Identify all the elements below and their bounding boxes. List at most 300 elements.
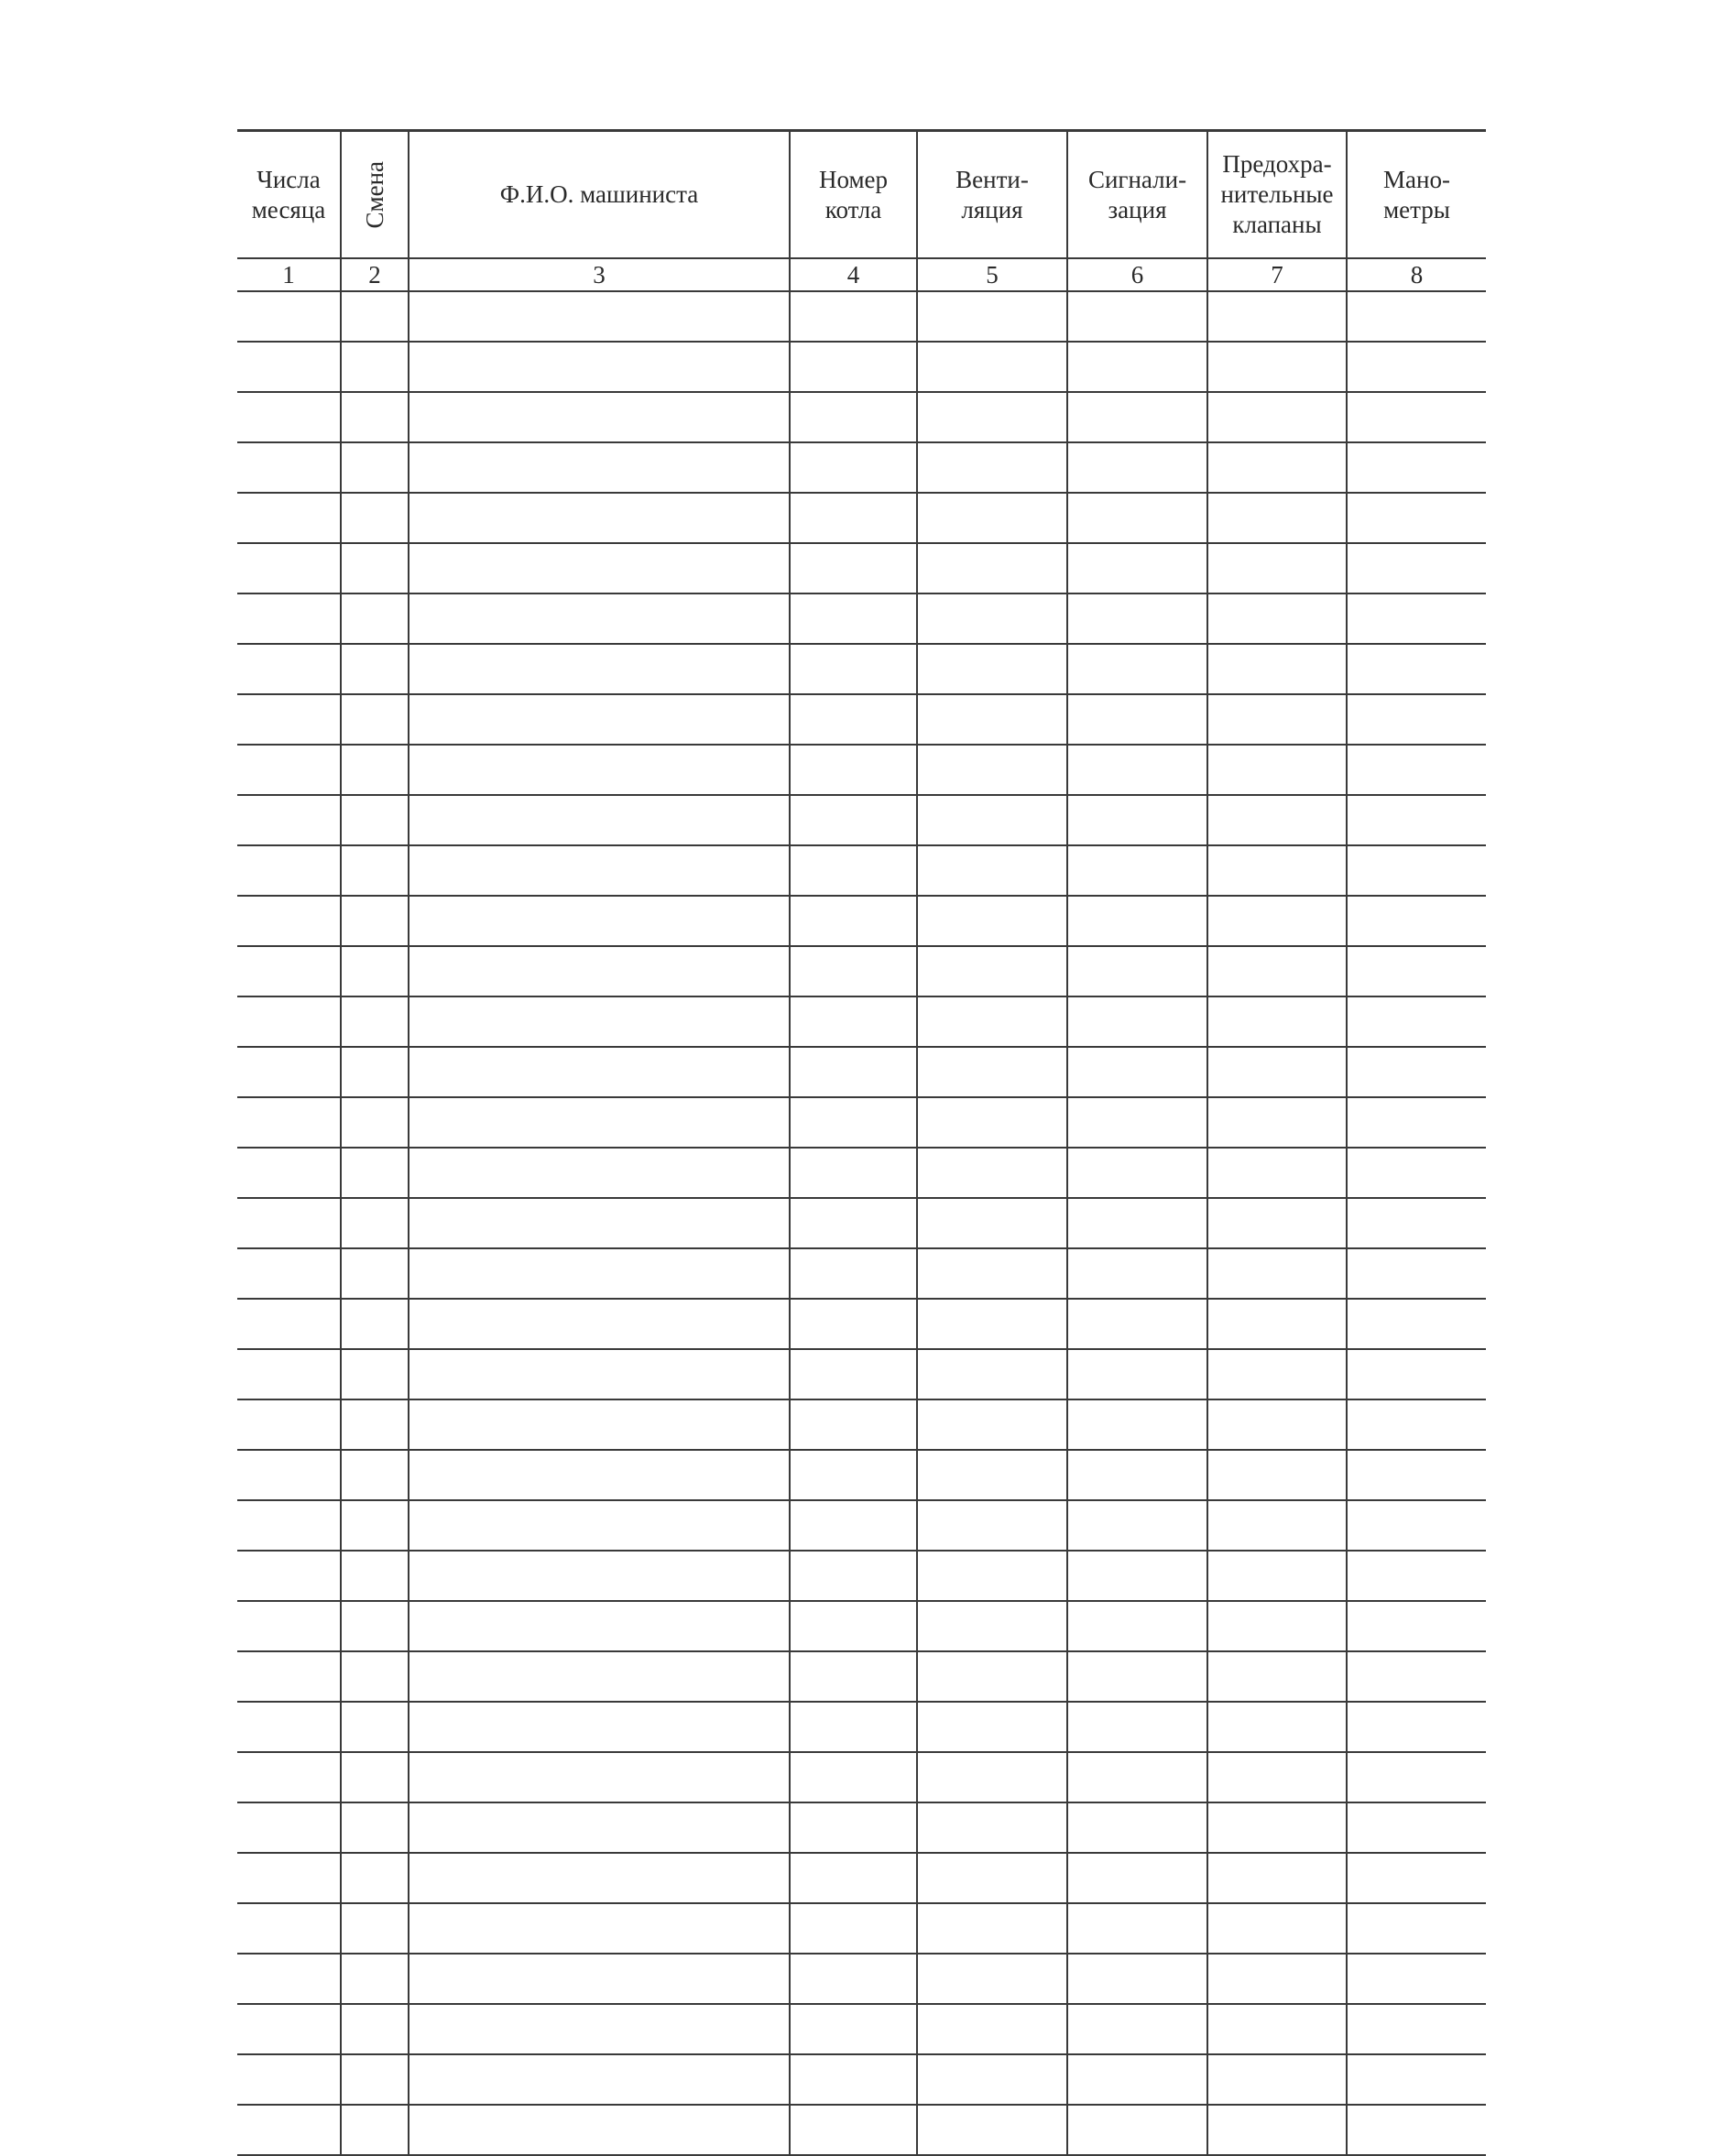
table-cell-boiler bbox=[790, 543, 917, 593]
table-row bbox=[237, 745, 1486, 795]
table-row bbox=[237, 1954, 1486, 2004]
table-row bbox=[237, 493, 1486, 543]
table-cell-signaling bbox=[1067, 1349, 1207, 1399]
column-header-label: Смена bbox=[360, 160, 388, 229]
table-cell-signaling bbox=[1067, 2004, 1207, 2054]
table-cell-shift bbox=[341, 1702, 409, 1752]
table-cell-signaling bbox=[1067, 342, 1207, 392]
table-cell-operator bbox=[409, 1500, 790, 1551]
table-cell-safety_valves bbox=[1207, 1853, 1347, 1903]
column-header-label: Венти- ляция bbox=[955, 165, 1029, 223]
table-row bbox=[237, 2054, 1486, 2105]
table-row bbox=[237, 1450, 1486, 1500]
table-cell-day bbox=[237, 291, 341, 342]
table-cell-ventilation bbox=[917, 1752, 1067, 1802]
table-cell-boiler bbox=[790, 493, 917, 543]
table-cell-day bbox=[237, 2054, 341, 2105]
table-cell-day bbox=[237, 1802, 341, 1853]
table-cell-boiler bbox=[790, 1903, 917, 1954]
table-cell-boiler bbox=[790, 1148, 917, 1198]
table-row bbox=[237, 543, 1486, 593]
table-cell-safety_valves bbox=[1207, 1903, 1347, 1954]
table-cell-manometers bbox=[1347, 1752, 1486, 1802]
table-cell-boiler bbox=[790, 996, 917, 1047]
table-cell-boiler bbox=[790, 694, 917, 745]
table-cell-signaling bbox=[1067, 1148, 1207, 1198]
table-cell-safety_valves bbox=[1207, 795, 1347, 845]
table-cell-ventilation bbox=[917, 593, 1067, 644]
table-cell-boiler bbox=[790, 1853, 917, 1903]
table-cell-operator bbox=[409, 2054, 790, 2105]
table-cell-boiler bbox=[790, 1047, 917, 1097]
table-cell-signaling bbox=[1067, 644, 1207, 694]
table-cell-boiler bbox=[790, 593, 917, 644]
table-cell-ventilation bbox=[917, 1853, 1067, 1903]
table-cell-operator bbox=[409, 644, 790, 694]
table-cell-day bbox=[237, 1047, 341, 1097]
table-cell-signaling bbox=[1067, 1047, 1207, 1097]
table-cell-day bbox=[237, 845, 341, 896]
table-cell-safety_valves bbox=[1207, 1500, 1347, 1551]
table-cell-signaling bbox=[1067, 392, 1207, 442]
table-cell-ventilation bbox=[917, 2004, 1067, 2054]
table-cell-signaling bbox=[1067, 1551, 1207, 1601]
table-cell-manometers bbox=[1347, 694, 1486, 745]
table-cell-manometers bbox=[1347, 1651, 1486, 1702]
table-cell-ventilation bbox=[917, 1551, 1067, 1601]
table-cell-ventilation bbox=[917, 1299, 1067, 1349]
table-row bbox=[237, 1097, 1486, 1148]
table-cell-safety_valves bbox=[1207, 1954, 1347, 2004]
column-number-manometers: 8 bbox=[1347, 258, 1486, 291]
table-cell-day bbox=[237, 342, 341, 392]
table-cell-boiler bbox=[790, 1702, 917, 1752]
table-cell-operator bbox=[409, 1903, 790, 1954]
table-cell-safety_valves bbox=[1207, 2004, 1347, 2054]
table-cell-manometers bbox=[1347, 946, 1486, 996]
table-cell-day bbox=[237, 1299, 341, 1349]
column-number-safety_valves: 7 bbox=[1207, 258, 1347, 291]
table-cell-boiler bbox=[790, 1248, 917, 1299]
table-row bbox=[237, 946, 1486, 996]
table-cell-safety_valves bbox=[1207, 1551, 1347, 1601]
table-cell-safety_valves bbox=[1207, 1349, 1347, 1399]
table-row bbox=[237, 2105, 1486, 2155]
table-cell-signaling bbox=[1067, 1500, 1207, 1551]
column-header-day bbox=[237, 131, 341, 259]
table-cell-signaling bbox=[1067, 1601, 1207, 1651]
table-row bbox=[237, 442, 1486, 493]
table-cell-manometers bbox=[1347, 644, 1486, 694]
table-row bbox=[237, 795, 1486, 845]
table-cell-shift bbox=[341, 1853, 409, 1903]
table-cell-boiler bbox=[790, 1198, 917, 1248]
table-cell-shift bbox=[341, 1903, 409, 1954]
table-cell-safety_valves bbox=[1207, 1651, 1347, 1702]
table-cell-ventilation bbox=[917, 392, 1067, 442]
table-cell-manometers bbox=[1347, 543, 1486, 593]
column-header-boiler bbox=[790, 131, 917, 259]
table-cell-day bbox=[237, 1148, 341, 1198]
table-cell-operator bbox=[409, 1148, 790, 1198]
table-cell-manometers bbox=[1347, 845, 1486, 896]
table-cell-shift bbox=[341, 1954, 409, 2004]
table-cell-boiler bbox=[790, 291, 917, 342]
table-cell-day bbox=[237, 996, 341, 1047]
table-cell-ventilation bbox=[917, 896, 1067, 946]
table-cell-day bbox=[237, 1651, 341, 1702]
table-cell-shift bbox=[341, 1198, 409, 1248]
table-cell-boiler bbox=[790, 2105, 917, 2155]
table-cell-ventilation bbox=[917, 795, 1067, 845]
table-cell-safety_valves bbox=[1207, 1248, 1347, 1299]
table-cell-shift bbox=[341, 795, 409, 845]
table-cell-ventilation bbox=[917, 1399, 1067, 1450]
table-cell-signaling bbox=[1067, 2054, 1207, 2105]
log-entries bbox=[237, 291, 1486, 2155]
column-number-boiler: 4 bbox=[790, 258, 917, 291]
table-cell-day bbox=[237, 1248, 341, 1299]
table-cell-signaling bbox=[1067, 1954, 1207, 2004]
table-cell-operator bbox=[409, 1047, 790, 1097]
table-cell-shift bbox=[341, 291, 409, 342]
table-cell-operator bbox=[409, 493, 790, 543]
column-number-ventilation: 5 bbox=[917, 258, 1067, 291]
column-header-shift bbox=[341, 131, 409, 259]
table-cell-day bbox=[237, 1198, 341, 1248]
table-cell-ventilation bbox=[917, 845, 1067, 896]
table-cell-boiler bbox=[790, 1500, 917, 1551]
table-cell-signaling bbox=[1067, 593, 1207, 644]
table-cell-operator bbox=[409, 1248, 790, 1299]
table-cell-safety_valves bbox=[1207, 593, 1347, 644]
column-number-signaling: 6 bbox=[1067, 258, 1207, 291]
table-cell-shift bbox=[341, 946, 409, 996]
table-cell-boiler bbox=[790, 845, 917, 896]
column-header-manometers bbox=[1347, 131, 1486, 259]
table-row bbox=[237, 1903, 1486, 1954]
table-cell-ventilation bbox=[917, 1148, 1067, 1198]
table-cell-safety_valves bbox=[1207, 1047, 1347, 1097]
table-cell-day bbox=[237, 1450, 341, 1500]
column-number-row bbox=[237, 258, 1486, 291]
table-cell-ventilation bbox=[917, 1802, 1067, 1853]
table-row bbox=[237, 1601, 1486, 1651]
table-cell-signaling bbox=[1067, 543, 1207, 593]
table-cell-safety_valves bbox=[1207, 1399, 1347, 1450]
table-cell-shift bbox=[341, 493, 409, 543]
table-cell-ventilation bbox=[917, 1450, 1067, 1500]
column-header-label: Предохра- нительные клапаны bbox=[1220, 150, 1334, 238]
table-cell-manometers bbox=[1347, 291, 1486, 342]
table-cell-safety_valves bbox=[1207, 1802, 1347, 1853]
table-cell-manometers bbox=[1347, 493, 1486, 543]
table-cell-boiler bbox=[790, 392, 917, 442]
table-row bbox=[237, 996, 1486, 1047]
table-row bbox=[237, 1853, 1486, 1903]
table-cell-operator bbox=[409, 1097, 790, 1148]
table-cell-manometers bbox=[1347, 1399, 1486, 1450]
table-cell-shift bbox=[341, 1349, 409, 1399]
table-cell-operator bbox=[409, 543, 790, 593]
table-cell-operator bbox=[409, 1551, 790, 1601]
table-cell-operator bbox=[409, 896, 790, 946]
table-cell-ventilation bbox=[917, 1349, 1067, 1399]
table-row bbox=[237, 392, 1486, 442]
table-cell-day bbox=[237, 1601, 341, 1651]
table-cell-manometers bbox=[1347, 342, 1486, 392]
table-cell-shift bbox=[341, 543, 409, 593]
table-cell-operator bbox=[409, 845, 790, 896]
table-row bbox=[237, 1500, 1486, 1551]
table-cell-ventilation bbox=[917, 1601, 1067, 1651]
table-cell-day bbox=[237, 442, 341, 493]
table-cell-operator bbox=[409, 1702, 790, 1752]
table-cell-shift bbox=[341, 2105, 409, 2155]
table-cell-safety_valves bbox=[1207, 2105, 1347, 2155]
table-cell-boiler bbox=[790, 1349, 917, 1399]
table-cell-manometers bbox=[1347, 2105, 1486, 2155]
table-cell-boiler bbox=[790, 946, 917, 996]
table-cell-safety_valves bbox=[1207, 543, 1347, 593]
table-cell-signaling bbox=[1067, 996, 1207, 1047]
table-cell-shift bbox=[341, 1399, 409, 1450]
table-cell-safety_valves bbox=[1207, 291, 1347, 342]
table-cell-manometers bbox=[1347, 1198, 1486, 1248]
table-cell-boiler bbox=[790, 795, 917, 845]
table-cell-shift bbox=[341, 2054, 409, 2105]
table-cell-boiler bbox=[790, 1399, 917, 1450]
table-row bbox=[237, 1651, 1486, 1702]
table-cell-operator bbox=[409, 694, 790, 745]
table-cell-shift bbox=[341, 1097, 409, 1148]
table-row bbox=[237, 644, 1486, 694]
table-cell-safety_valves bbox=[1207, 442, 1347, 493]
table-cell-boiler bbox=[790, 745, 917, 795]
table-cell-shift bbox=[341, 1500, 409, 1551]
table-cell-day bbox=[237, 1399, 341, 1450]
table-cell-manometers bbox=[1347, 1853, 1486, 1903]
table-row bbox=[237, 1702, 1486, 1752]
column-header-operator bbox=[409, 131, 790, 259]
table-cell-operator bbox=[409, 1802, 790, 1853]
boiler-inspection-log-table bbox=[237, 129, 1486, 2156]
column-header-label: Числа месяца bbox=[251, 165, 326, 223]
table-cell-signaling bbox=[1067, 896, 1207, 946]
table-cell-operator bbox=[409, 1954, 790, 2004]
table-cell-ventilation bbox=[917, 745, 1067, 795]
table-cell-shift bbox=[341, 745, 409, 795]
table-cell-signaling bbox=[1067, 845, 1207, 896]
table-cell-shift bbox=[341, 392, 409, 442]
table-row bbox=[237, 845, 1486, 896]
column-number-operator: 3 bbox=[409, 258, 790, 291]
table-cell-shift bbox=[341, 1047, 409, 1097]
table-cell-manometers bbox=[1347, 593, 1486, 644]
table-cell-day bbox=[237, 795, 341, 845]
table-cell-ventilation bbox=[917, 291, 1067, 342]
column-header-row bbox=[237, 131, 1486, 259]
table-cell-shift bbox=[341, 1450, 409, 1500]
table-cell-boiler bbox=[790, 2004, 917, 2054]
table-cell-manometers bbox=[1347, 442, 1486, 493]
table-cell-day bbox=[237, 593, 341, 644]
table-cell-operator bbox=[409, 996, 790, 1047]
table-cell-safety_valves bbox=[1207, 392, 1347, 442]
table-cell-day bbox=[237, 392, 341, 442]
table-cell-day bbox=[237, 2105, 341, 2155]
table-cell-boiler bbox=[790, 1802, 917, 1853]
table-row bbox=[237, 1752, 1486, 1802]
table-cell-boiler bbox=[790, 896, 917, 946]
table-cell-safety_valves bbox=[1207, 1752, 1347, 1802]
column-header-label: Мано- метры bbox=[1383, 165, 1450, 223]
table-cell-boiler bbox=[790, 1450, 917, 1500]
table-cell-shift bbox=[341, 593, 409, 644]
table-cell-day bbox=[237, 946, 341, 996]
table-row bbox=[237, 1299, 1486, 1349]
table-cell-operator bbox=[409, 593, 790, 644]
table-cell-manometers bbox=[1347, 896, 1486, 946]
table-cell-operator bbox=[409, 946, 790, 996]
table-cell-manometers bbox=[1347, 2004, 1486, 2054]
table-cell-safety_valves bbox=[1207, 1198, 1347, 1248]
table-cell-manometers bbox=[1347, 1047, 1486, 1097]
table-row bbox=[237, 896, 1486, 946]
table-cell-day bbox=[237, 644, 341, 694]
table-cell-manometers bbox=[1347, 1349, 1486, 1399]
table-cell-ventilation bbox=[917, 946, 1067, 996]
column-header-label: Номер котла bbox=[818, 165, 889, 223]
table-cell-signaling bbox=[1067, 1651, 1207, 1702]
table-cell-safety_valves bbox=[1207, 1702, 1347, 1752]
table-cell-signaling bbox=[1067, 946, 1207, 996]
table-cell-signaling bbox=[1067, 1097, 1207, 1148]
table-cell-safety_valves bbox=[1207, 1601, 1347, 1651]
table-cell-safety_valves bbox=[1207, 845, 1347, 896]
table-cell-signaling bbox=[1067, 1450, 1207, 1500]
table-cell-operator bbox=[409, 2004, 790, 2054]
table-cell-boiler bbox=[790, 342, 917, 392]
table-cell-safety_valves bbox=[1207, 1450, 1347, 1500]
table-cell-operator bbox=[409, 1399, 790, 1450]
column-header-safety_valves bbox=[1207, 131, 1347, 259]
column-header-ventilation bbox=[917, 131, 1067, 259]
table-cell-boiler bbox=[790, 442, 917, 493]
table-row bbox=[237, 1047, 1486, 1097]
table-cell-boiler bbox=[790, 1551, 917, 1601]
table-cell-day bbox=[237, 1954, 341, 2004]
table-cell-signaling bbox=[1067, 1752, 1207, 1802]
table-row bbox=[237, 2004, 1486, 2054]
table-cell-manometers bbox=[1347, 1450, 1486, 1500]
table-row bbox=[237, 1349, 1486, 1399]
table-cell-signaling bbox=[1067, 1802, 1207, 1853]
table-cell-boiler bbox=[790, 1601, 917, 1651]
table-cell-shift bbox=[341, 2004, 409, 2054]
table-cell-operator bbox=[409, 291, 790, 342]
table-cell-operator bbox=[409, 1299, 790, 1349]
table-cell-boiler bbox=[790, 644, 917, 694]
table-cell-signaling bbox=[1067, 795, 1207, 845]
table-cell-signaling bbox=[1067, 1248, 1207, 1299]
table-cell-day bbox=[237, 1903, 341, 1954]
table-row bbox=[237, 1399, 1486, 1450]
table-cell-day bbox=[237, 694, 341, 745]
table-cell-ventilation bbox=[917, 442, 1067, 493]
table-cell-shift bbox=[341, 1802, 409, 1853]
table-cell-shift bbox=[341, 1752, 409, 1802]
table-cell-safety_valves bbox=[1207, 1148, 1347, 1198]
table-cell-signaling bbox=[1067, 1702, 1207, 1752]
table-cell-operator bbox=[409, 745, 790, 795]
table-cell-boiler bbox=[790, 1299, 917, 1349]
table-cell-ventilation bbox=[917, 1248, 1067, 1299]
table-cell-day bbox=[237, 1500, 341, 1551]
table-cell-operator bbox=[409, 442, 790, 493]
table-cell-ventilation bbox=[917, 1047, 1067, 1097]
table-cell-signaling bbox=[1067, 694, 1207, 745]
table-cell-manometers bbox=[1347, 1954, 1486, 2004]
table-cell-safety_valves bbox=[1207, 694, 1347, 745]
column-header-label: Ф.И.О. машиниста bbox=[499, 180, 699, 208]
table-row bbox=[237, 342, 1486, 392]
table-cell-boiler bbox=[790, 1097, 917, 1148]
table-cell-operator bbox=[409, 1651, 790, 1702]
table-cell-manometers bbox=[1347, 1148, 1486, 1198]
table-cell-shift bbox=[341, 1148, 409, 1198]
table-cell-operator bbox=[409, 392, 790, 442]
table-cell-signaling bbox=[1067, 1903, 1207, 1954]
table-cell-ventilation bbox=[917, 644, 1067, 694]
table-cell-operator bbox=[409, 1853, 790, 1903]
column-number-day: 1 bbox=[237, 258, 341, 291]
table-cell-operator bbox=[409, 2105, 790, 2155]
table-cell-manometers bbox=[1347, 1903, 1486, 1954]
table-row bbox=[237, 1551, 1486, 1601]
table-cell-ventilation bbox=[917, 1500, 1067, 1551]
table-cell-shift bbox=[341, 845, 409, 896]
table-row bbox=[237, 593, 1486, 644]
table-cell-shift bbox=[341, 342, 409, 392]
table-cell-manometers bbox=[1347, 1802, 1486, 1853]
table-cell-shift bbox=[341, 1551, 409, 1601]
table-row bbox=[237, 1148, 1486, 1198]
table-cell-manometers bbox=[1347, 1551, 1486, 1601]
table-cell-shift bbox=[341, 896, 409, 946]
table-cell-signaling bbox=[1067, 1853, 1207, 1903]
table-cell-shift bbox=[341, 442, 409, 493]
table-cell-safety_valves bbox=[1207, 342, 1347, 392]
table-cell-day bbox=[237, 2004, 341, 2054]
table-cell-day bbox=[237, 896, 341, 946]
table-cell-day bbox=[237, 745, 341, 795]
table-cell-shift bbox=[341, 1651, 409, 1702]
table-cell-shift bbox=[341, 996, 409, 1047]
table-cell-operator bbox=[409, 1450, 790, 1500]
table-cell-signaling bbox=[1067, 1299, 1207, 1349]
table-cell-shift bbox=[341, 644, 409, 694]
table-cell-ventilation bbox=[917, 342, 1067, 392]
table-cell-manometers bbox=[1347, 1601, 1486, 1651]
table-cell-safety_valves bbox=[1207, 644, 1347, 694]
table-cell-operator bbox=[409, 1349, 790, 1399]
table-cell-signaling bbox=[1067, 493, 1207, 543]
table-cell-operator bbox=[409, 1601, 790, 1651]
table-cell-safety_valves bbox=[1207, 2054, 1347, 2105]
table-cell-safety_valves bbox=[1207, 1097, 1347, 1148]
table-cell-manometers bbox=[1347, 996, 1486, 1047]
